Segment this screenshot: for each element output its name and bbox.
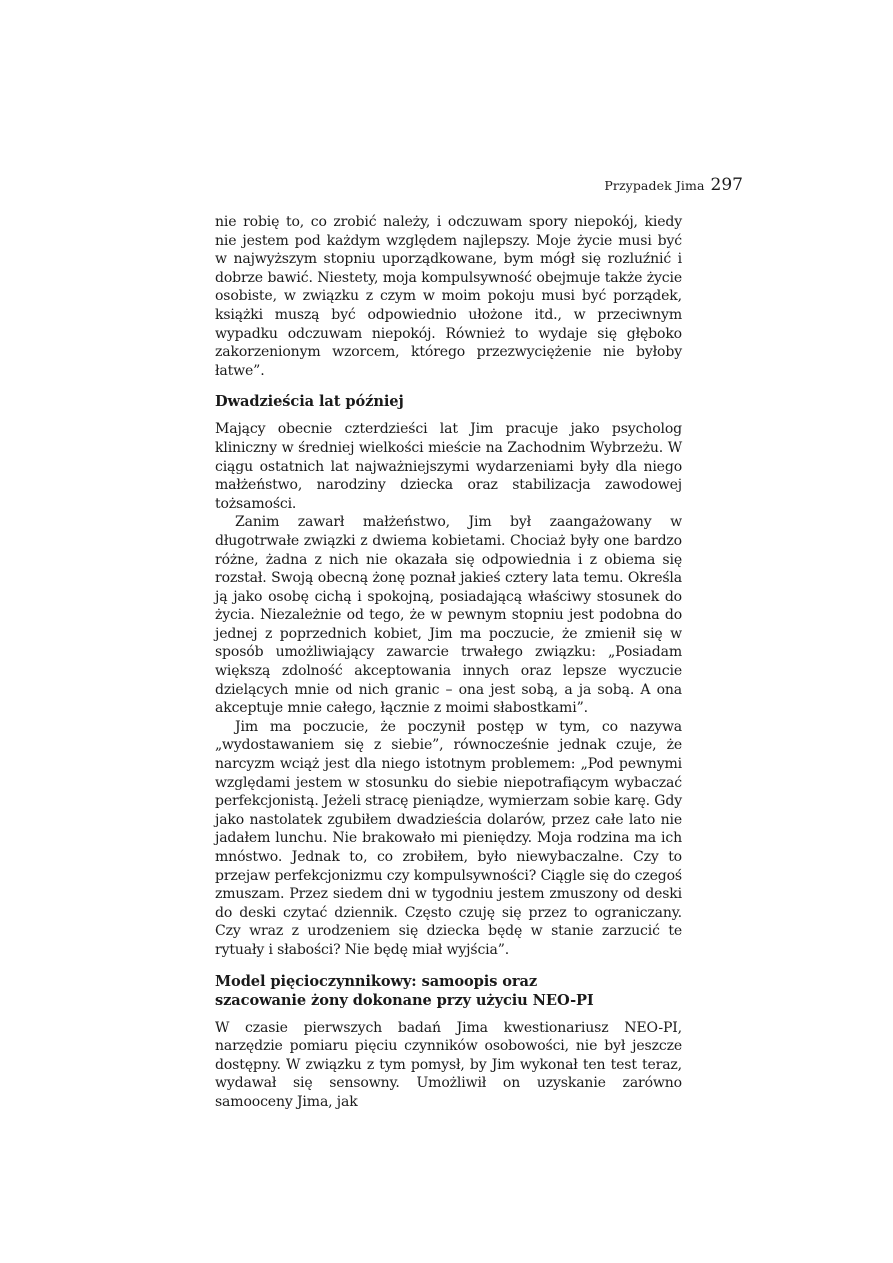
- paragraph-4: Jim ma poczucie, że poczynił postęp w tym, co nazywa „wydostawaniem się z siebie”, równocześnie jednak czuje, że narcyzm wciąż jest dla niego istotnym problemem: „Pod pewnymi względami jestem w stosunku do siebie niepotrafiącym wybaczać perfekcjonistą. Jeżeli stracę pieniądze, wymierzam sobie karę. Gdy jako nastolatek zgubiłem dwadzieścia dolarów, przez całe lato nie jadałem lunchu. Nie brakowało mi pieniędzy. Moja rodzina ma ich mnóstwo. Jednak to, co zrobiłem, było niewybaczalne. Czy to przejaw perfekcjonizmu czy kompulsywności? Ciągle się do czegoś zmuszam. Przez siedem dni w tygodniu jestem zmuszony od deski do deski czytać dziennik. Często czuję się przez to ograniczany. Czy wraz z urodzeniem się dziecka będę w stanie zarzucić te rytuały i słabości? Nie będę miał wyjścia”.: [215, 718, 682, 958]
- paragraph-1: nie robię to, co zrobić należy, i odczuwam spory niepokój, kiedy nie jestem pod każdym względem najlepszy. Moje życie musi być w najwyższym stopniu uporządkowane, bym mógł się rozluźnić i dobrze bawić. Niestety, moja kompulsywność obejmuje także życie osobiste, w związku z czym w moim pokoju musi być porządek, książki muszą być odpowiednio ułożone itd., w przeciwnym wypadku odczuwam niepokój. Również to wydaje się głęboko zakorzenionym wzorcem, którego przezwyciężenie nie byłoby łatwe”.: [215, 214, 682, 379]
- paragraph-3: Zanim zawarł małżeństwo, Jim był zaangażowany w długotrwałe związki z dwiema kobietami. Chociaż były one bardzo różne, żadna z nich nie okazała się odpowiednia i z obiema się rozstał. Swoją obecną żonę poznał jakieś cztery lata temu. Określa ją jako osobę cichą i spokojną, posiadającą właściwy stosunek do życia. Niezależnie od tego, że w pewnym stopniu jest podobna do jednej z poprzednich kobiet, Jim ma poczucie, że zmienił się w sposób umożliwiający zawarcie trwałego związku: „Posiadam większą zdolność akceptowania innych oraz lepsze wyczucie dzielących mnie od nich granic – ona jest sobą, a ja sobą. A ona akceptuje mnie całego, łącznie z moimi słabostkami”.: [215, 514, 682, 717]
- page-number: 297: [710, 175, 743, 195]
- section-heading-five-factor-model: Model pięcioczynnikowy: samoopis oraz szacowanie żony dokonane przy użyciu NEO-PI: [215, 972, 594, 1009]
- paragraph-5: W czasie pierwszych badań Jima kwestionariusz NEO-PI, narzędzie pomiaru pięciu czynników osobowości, nie był jeszcze dostępny. W związku z tym pomysł, by Jim wykonał ten test teraz, wydawał się sensowny. Umożliwił on uzyskanie zarówno samooceny Jima, jak: [215, 1019, 682, 1110]
- main-text: [215, 213, 682, 1112]
- running-head: [560, 175, 743, 195]
- running-title: Przypadek Jima: [604, 178, 705, 193]
- paragraph-2: Mający obecnie czterdzieści lat Jim pracuje jako psycholog kliniczny w średniej wielkości mieście na Zachodnim Wybrzeżu. W ciągu ostatnich lat najważniejszymi wydarzeniami były dla niego małżeństwo, narodziny dziecka oraz stabilizacja zawodowej tożsamości.: [215, 421, 682, 512]
- section-heading-twenty-years-later: Dwadzieścia lat później: [215, 393, 404, 411]
